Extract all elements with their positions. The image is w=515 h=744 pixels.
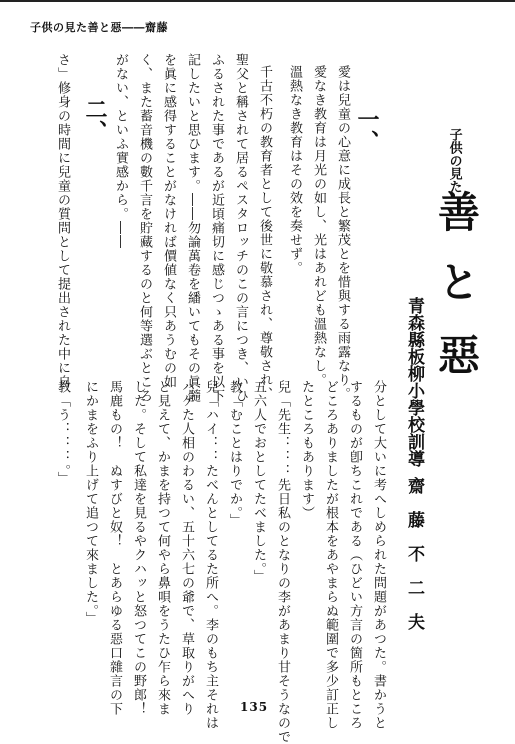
title-char-2: と: [432, 260, 481, 302]
body-line: がない、といふ實感から。――: [113, 53, 128, 249]
body-line: どころありましたが根本をあやまらぬ範圍で多少訂正し: [323, 380, 338, 730]
body-line: 兒「先生：：：先日私のとなりの李があまり甘そうなので: [275, 380, 290, 744]
body-line: 愛は兒童の心意に成長と繁茂とを惜與する雨露なり。: [335, 65, 350, 401]
body-line: ハゲた人相のわるい、五十六七の爺で、草取りがへり: [179, 380, 194, 716]
body-line: にかまをふり上げて追つて來ました。」: [83, 380, 98, 626]
body-line: 愛なき教育は月光の如し、光はあれども溫熱なし。: [311, 65, 326, 387]
body-line: たところもあります）: [299, 380, 314, 520]
body-line: ふるされた事であるが近頃痛切に感じつゝある事を以下: [209, 53, 224, 403]
running-head: 子供の見た善と惡――齋藤: [30, 21, 168, 34]
page-number: 135: [240, 700, 269, 714]
body-line: さ」修身の時間に兒童の質問として提出された中に自: [55, 53, 70, 389]
title-char-1: 善: [432, 190, 481, 232]
body-line: 兒「ハイ：：たべんとしてるた所へ。李のもち主それは: [203, 380, 218, 730]
section-one-mark: 一、: [354, 108, 380, 152]
body-line: 千古不朽の教育者として後世に敬慕され、尊敬され、: [257, 65, 272, 401]
body-line: 溫熱なき教育はその效を奏せず。: [287, 65, 302, 275]
body-line: 馬鹿もの！ ぬすびと奴！ とあらゆる惡口雜言の下: [107, 380, 122, 716]
body-line: 聖父と稱されて居るペスタロッチのこの言につき、いひ: [233, 53, 248, 403]
body-line: を眞に感得することがなければ價値なく只あうむの如: [161, 53, 176, 389]
body-line: と見えて、かまを持つて何やら鼻唄をうたひ乍ら來ま: [155, 380, 170, 716]
author-name: 齋 藤 不 二 夫: [404, 477, 424, 630]
header-rule: [0, 0, 515, 2]
body-line: 教「う：：：。」: [55, 380, 70, 486]
body-line: 記したいと思ひます。――勿論萬卷を繙いてもその眞髓: [185, 53, 200, 403]
title-prefix: 子供の見た: [446, 128, 462, 193]
body-line: するものが卽ちこれである（ひどい方言の箇所もところ: [347, 380, 362, 730]
body-line: く、また蓄音機の數千言を貯藏するのと何等選ぶところ: [137, 53, 152, 403]
body-line: 分として大いに考へしめられた問題があつた。書かうと: [371, 380, 386, 730]
body-line: 五六人でおとしてたべました。」: [251, 380, 266, 584]
body-line: 教「むことはりでか。」: [227, 380, 242, 528]
section-two-mark: 二、: [82, 98, 108, 142]
school-affiliation: 青森縣板柳小學校訓導: [404, 297, 424, 467]
body-line: した。そして私達を見るやクハッと怒つてこの野郎！: [131, 380, 146, 716]
title-char-3: 惡: [432, 333, 481, 375]
